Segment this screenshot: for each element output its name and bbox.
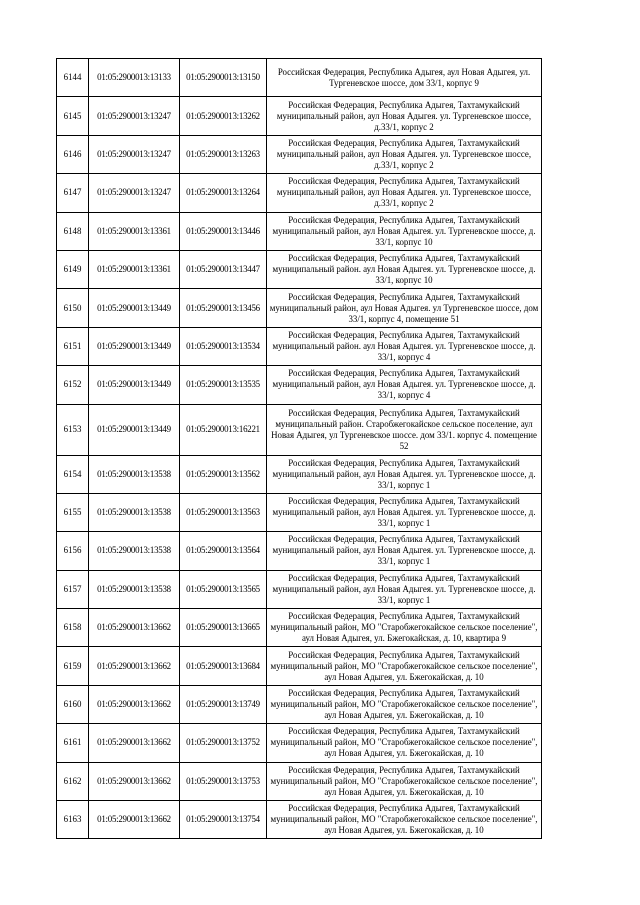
cadastral-number: 01:05:2900013:16221 [180,404,267,455]
table-row [57,609,542,647]
address: Российская Федерация, Республика Адыгея, Тахтамукайский муниципальный район, аул Новая Адыгея. ул. Тургеневское шоссе, д. 33/1, корпус 10 [267,212,542,250]
parent-cadastral-number: 01:05:2900013:13361 [89,250,180,288]
parent-cadastral-number: 01:05:2900013:13662 [89,609,180,647]
parent-cadastral-number: 01:05:2900013:13662 [89,801,180,839]
table-row [57,59,542,97]
address: Российская Федерация, Республика Адыгея, Тахтамукайский муниципальный район, аул Новая Адыгея. ул. Тургеневское шоссе, д. 33/1, корпус 1 [267,570,542,608]
table-row [57,532,542,570]
parent-cadastral-number: 01:05:2900013:13247 [89,174,180,212]
parent-cadastral-number: 01:05:2900013:13538 [89,570,180,608]
row-number: 6158 [57,609,89,647]
cadastral-number: 01:05:2900013:13684 [180,647,267,685]
cadastral-number: 01:05:2900013:13262 [180,97,267,135]
parent-cadastral-number: 01:05:2900013:13133 [89,59,180,97]
row-number: 6150 [57,289,89,327]
cadastral-number: 01:05:2900013:13749 [180,685,267,723]
address: Российская Федерация, Республика Адыгея, Тахтамукайский муниципальный район, аул Новая Адыгея. ул. Тургеневское шоссе, д. 33/1, корпус 1 [267,455,542,493]
row-number: 6161 [57,724,89,762]
row-number: 6144 [57,59,89,97]
cadastral-number: 01:05:2900013:13263 [180,135,267,173]
address: Российская Федерация, Республика Адыгея, Тахтамукайский муниципальный район, аул Новая Адыгея. ул. Тургеневское шоссе, д. 33/1, корпус 4 [267,366,542,404]
cadastral-number: 01:05:2900013:13446 [180,212,267,250]
cadastral-number: 01:05:2900013:13565 [180,570,267,608]
table-row [57,724,542,762]
row-number: 6147 [57,174,89,212]
cadastral-number: 01:05:2900013:13563 [180,493,267,531]
table-row [57,212,542,250]
table-row [57,366,542,404]
parent-cadastral-number: 01:05:2900013:13662 [89,762,180,800]
table-row [57,250,542,288]
parent-cadastral-number: 01:05:2900013:13449 [89,327,180,365]
cadastral-number: 01:05:2900013:13264 [180,174,267,212]
cadastral-number: 01:05:2900013:13535 [180,366,267,404]
row-number: 6154 [57,455,89,493]
table-row [57,289,542,327]
parent-cadastral-number: 01:05:2900013:13449 [89,404,180,455]
table-row [57,174,542,212]
table-row [57,493,542,531]
address: Российская Федерация, Республика Адыгея, Тахтамукайский муниципальный район, МО "Старобжегокайское сельское поселение", аул Новая Адыгея, ул. Бжегокайская, д. 10 [267,685,542,723]
address: Российская Федерация, Республика Адыгея, Тахтамукайский муниципальный район, МО "Старобжегокайское сельское поселение", аул Новая Адыгея, ул. Бжегокайская, д. 10 [267,647,542,685]
cadastral-number: 01:05:2900013:13534 [180,327,267,365]
parent-cadastral-number: 01:05:2900013:13449 [89,289,180,327]
parent-cadastral-number: 01:05:2900013:13662 [89,647,180,685]
table-row [57,685,542,723]
cadastral-number: 01:05:2900013:13150 [180,59,267,97]
parent-cadastral-number: 01:05:2900013:13361 [89,212,180,250]
cadastral-registry-table [56,58,542,839]
address: Российская Федерация, Республика Адыгея, Тахтамукайский муниципальный район. аул Новая Адыгея. ул. Тургеневское шоссе, д. 33/1, корпус 4 [267,327,542,365]
table-row [57,135,542,173]
address: Российская Федерация, Республика Адыгея, Тахтамукайский муниципальный район, МО "Старобжегокайское сельское поселение", аул Новая Адыгея, ул. Бжегокайская, д. 10, квартира 9 [267,609,542,647]
address: Российская Федерация, Республика Адыгея, Тахтамукайский муниципальный район, аул Новая Адыгея. ул. Тургеневское шоссе, д.33/1, корпус 2 [267,174,542,212]
row-number: 6155 [57,493,89,531]
row-number: 6156 [57,532,89,570]
row-number: 6162 [57,762,89,800]
parent-cadastral-number: 01:05:2900013:13247 [89,135,180,173]
cadastral-number: 01:05:2900013:13753 [180,762,267,800]
table-row [57,647,542,685]
row-number: 6157 [57,570,89,608]
parent-cadastral-number: 01:05:2900013:13538 [89,455,180,493]
address: Российская Федерация, Республика Адыгея, Тахтамукайский муниципальный район. Старобжегокайское сельское поселение, аул Новая Адыгея, ул Тургеневское шоссе. дом 33/1. корпус 4. помещение 52 [267,404,542,455]
parent-cadastral-number: 01:05:2900013:13538 [89,493,180,531]
row-number: 6159 [57,647,89,685]
address: Российская Федерация, Республика Адыгея, Тахтамукайский муниципальный район, МО "Старобжегокайское сельское поселение", аул Новая Адыгея, ул. Бжегокайская, д. 10 [267,801,542,839]
table-row [57,570,542,608]
cadastral-number: 01:05:2900013:13456 [180,289,267,327]
row-number: 6152 [57,366,89,404]
parent-cadastral-number: 01:05:2900013:13538 [89,532,180,570]
table-row [57,404,542,455]
cadastral-number: 01:05:2900013:13752 [180,724,267,762]
parent-cadastral-number: 01:05:2900013:13449 [89,366,180,404]
address: Российская Федерация, Республика Адыгея, Тахтамукайский муниципальный район, МО "Старобжегокайское сельское поселение", аул Новая Адыгея, ул. Бжегокайская, д. 10 [267,762,542,800]
row-number: 6149 [57,250,89,288]
address: Российская Федерация, Республика Адыгея, Тахтамукайский муниципальный район, аул Новая Адыгея. ул. Тургеневское шоссе, д. 33/1, корпус 1 [267,532,542,570]
cadastral-number: 01:05:2900013:13754 [180,801,267,839]
registry-table-body [57,59,542,839]
table-row [57,801,542,839]
table-row [57,327,542,365]
table-row [57,762,542,800]
address: Российская Федерация, Республика Адыгея, Тахтамукайский муниципальный район, МО "Старобжегокайское сельское поселение", аул Новая Адыгея, ул. Бжегокайская, д. 10 [267,724,542,762]
parent-cadastral-number: 01:05:2900013:13247 [89,97,180,135]
cadastral-number: 01:05:2900013:13665 [180,609,267,647]
address: Российская Федерация, Республика Адыгея, Тахтамукайский муниципальный район, аул Новая Адыгея. ул. Тургеневское шоссе, д.33/1, корпус 2 [267,135,542,173]
table-row [57,455,542,493]
row-number: 6148 [57,212,89,250]
address: Российская Федерация, Республика Адыгея, Тахтамукайский муниципальный район, аул Новая Адыгея. ул Тургеневское шоссе, дом 33/1, корпус 4, помещение 51 [267,289,542,327]
row-number: 6153 [57,404,89,455]
row-number: 6146 [57,135,89,173]
cadastral-number: 01:05:2900013:13447 [180,250,267,288]
cadastral-number: 01:05:2900013:13564 [180,532,267,570]
parent-cadastral-number: 01:05:2900013:13662 [89,724,180,762]
address: Российская Федерация, Республика Адыгея, Тахтамукайский муниципальный район. аул Новая Адыгея. ул. Тургеневское шоссе, д. 33/1, корпус 10 [267,250,542,288]
address: Российская Федерация, Республика Адыгея, Тахтамукайский муниципальный район, аул Новая Адыгея. ул. Тургеневское шоссе, д.33/1, корпус 2 [267,97,542,135]
address: Российская Федерация, Республика Адыгея, Тахтамукайский муниципальный район, аул Новая Адыгея. ул. Тургеневское шоссе, д. 33/1, корпус 1 [267,493,542,531]
row-number: 6160 [57,685,89,723]
row-number: 6163 [57,801,89,839]
parent-cadastral-number: 01:05:2900013:13662 [89,685,180,723]
address: Российская Федерация, Республика Адыгея, аул Новая Адыгея, ул. Тургеневское шоссе, дом 33/1, корпус 9 [267,59,542,97]
cadastral-number: 01:05:2900013:13562 [180,455,267,493]
row-number: 6151 [57,327,89,365]
row-number: 6145 [57,97,89,135]
table-row [57,97,542,135]
